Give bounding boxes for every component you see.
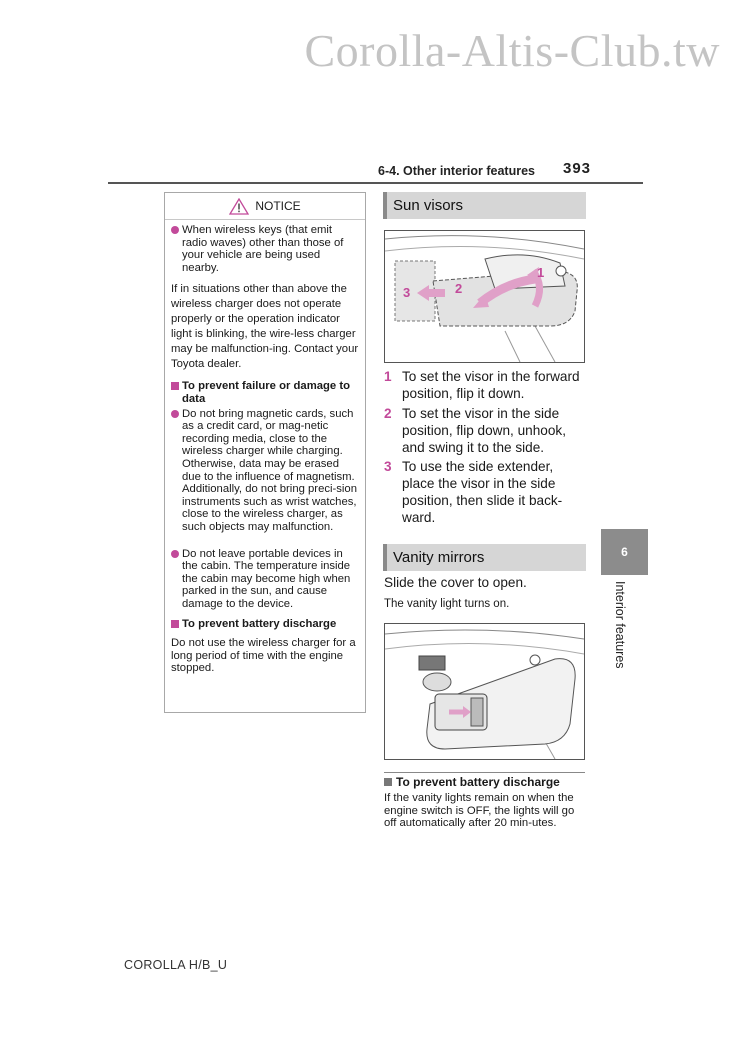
notice-paragraph: If in situations other than above the wireless charger does not operate properly or the operation indicator light is blinking, the wire-less charger may be malfunction-ing. Contact your Toyota dealer. — [171, 283, 359, 371]
notice-header — [165, 193, 365, 220]
notice-subheading-text: To prevent battery discharge — [182, 618, 337, 631]
square-bullet-icon — [171, 382, 179, 390]
step-number: 3 — [384, 459, 392, 474]
header-section-title: 6-4. Other interior features — [378, 164, 535, 178]
sun-visors-heading: Sun visors — [383, 192, 586, 219]
figure-label: 3 — [403, 285, 411, 300]
chapter-tab: 6 — [601, 529, 648, 575]
watermark: Corolla-Altis-Club.tw — [304, 25, 720, 76]
notice-bullet — [171, 408, 359, 534]
vanity-intro: Slide the cover to open. — [384, 575, 527, 590]
step-text: To set the visor in the side position, flip down, unhook, and swing it to the side. — [402, 406, 566, 455]
bullet-dot-icon — [171, 410, 179, 418]
sun-visor-step — [384, 405, 589, 456]
notice-bullet-text: When wireless keys (that emit radio waves) other than those of your vehicle are being used nearby. — [182, 224, 344, 274]
step-number: 2 — [384, 406, 392, 421]
bullet-dot-icon — [171, 226, 179, 234]
notice-paragraph: Do not use the wireless charger for a long period of time with the engine stopped. — [171, 637, 356, 675]
notice-subheading-text: To prevent failure or damage to data — [182, 380, 351, 405]
sun-visor-illustration — [385, 231, 584, 362]
notice-title: NOTICE — [255, 198, 301, 213]
square-bullet-icon — [171, 620, 179, 628]
vanity-mirrors-heading: Vanity mirrors — [383, 544, 586, 571]
notice-box — [164, 192, 366, 713]
footer-model: COROLLA H/B_U — [124, 958, 228, 972]
header-rule — [108, 182, 643, 184]
sun-visor-step — [384, 368, 589, 402]
battery-discharge-heading — [384, 772, 585, 789]
step-text: To set the visor in the forward position, flip it down. — [402, 369, 580, 401]
battery-discharge-text: If the vanity lights remain on when the engine switch is OFF, the lights will go off automatically after 20 min-utes. — [384, 792, 575, 830]
step-number: 1 — [384, 369, 392, 384]
vanity-mirror-figure — [384, 623, 585, 760]
notice-bullet-text: Do not leave portable devices in the cabin. The temperature inside the cabin may become high when parked in the sun, and cause damage to the device. — [182, 547, 351, 610]
square-bullet-icon — [384, 778, 392, 786]
vanity-note: The vanity light turns on. — [384, 598, 510, 610]
sun-visor-figure — [384, 230, 585, 363]
notice-bullet — [171, 548, 359, 611]
warning-icon — [229, 198, 249, 215]
notice-subheading — [171, 618, 359, 631]
notice-bullet-text: Do not bring magnetic cards, such as a credit card, or mag-netic recording media, close to the wireless charger while charging. Otherwise, data may be erased due to the influence of magnetism. — [182, 407, 355, 483]
chapter-tab-label: Interior features — [613, 581, 627, 669]
figure-label: 2 — [455, 281, 463, 296]
vanity-mirror-illustration — [385, 624, 584, 759]
page-number: 393 — [563, 160, 592, 177]
step-text: To use the side extender, place the visor in the side position, then slide it back-ward. — [402, 459, 563, 525]
notice-bullet — [171, 224, 359, 274]
figure-label: 1 — [537, 265, 545, 280]
battery-heading-text: To prevent battery discharge — [396, 775, 560, 789]
notice-bullet-text: Additionally, do not bring preci-sion instruments such as wrist watches, close to the wireless charger, as such objects may malfunction. — [182, 483, 357, 533]
sun-visor-step — [384, 458, 589, 526]
notice-subheading — [171, 380, 359, 405]
bullet-dot-icon — [171, 550, 179, 558]
